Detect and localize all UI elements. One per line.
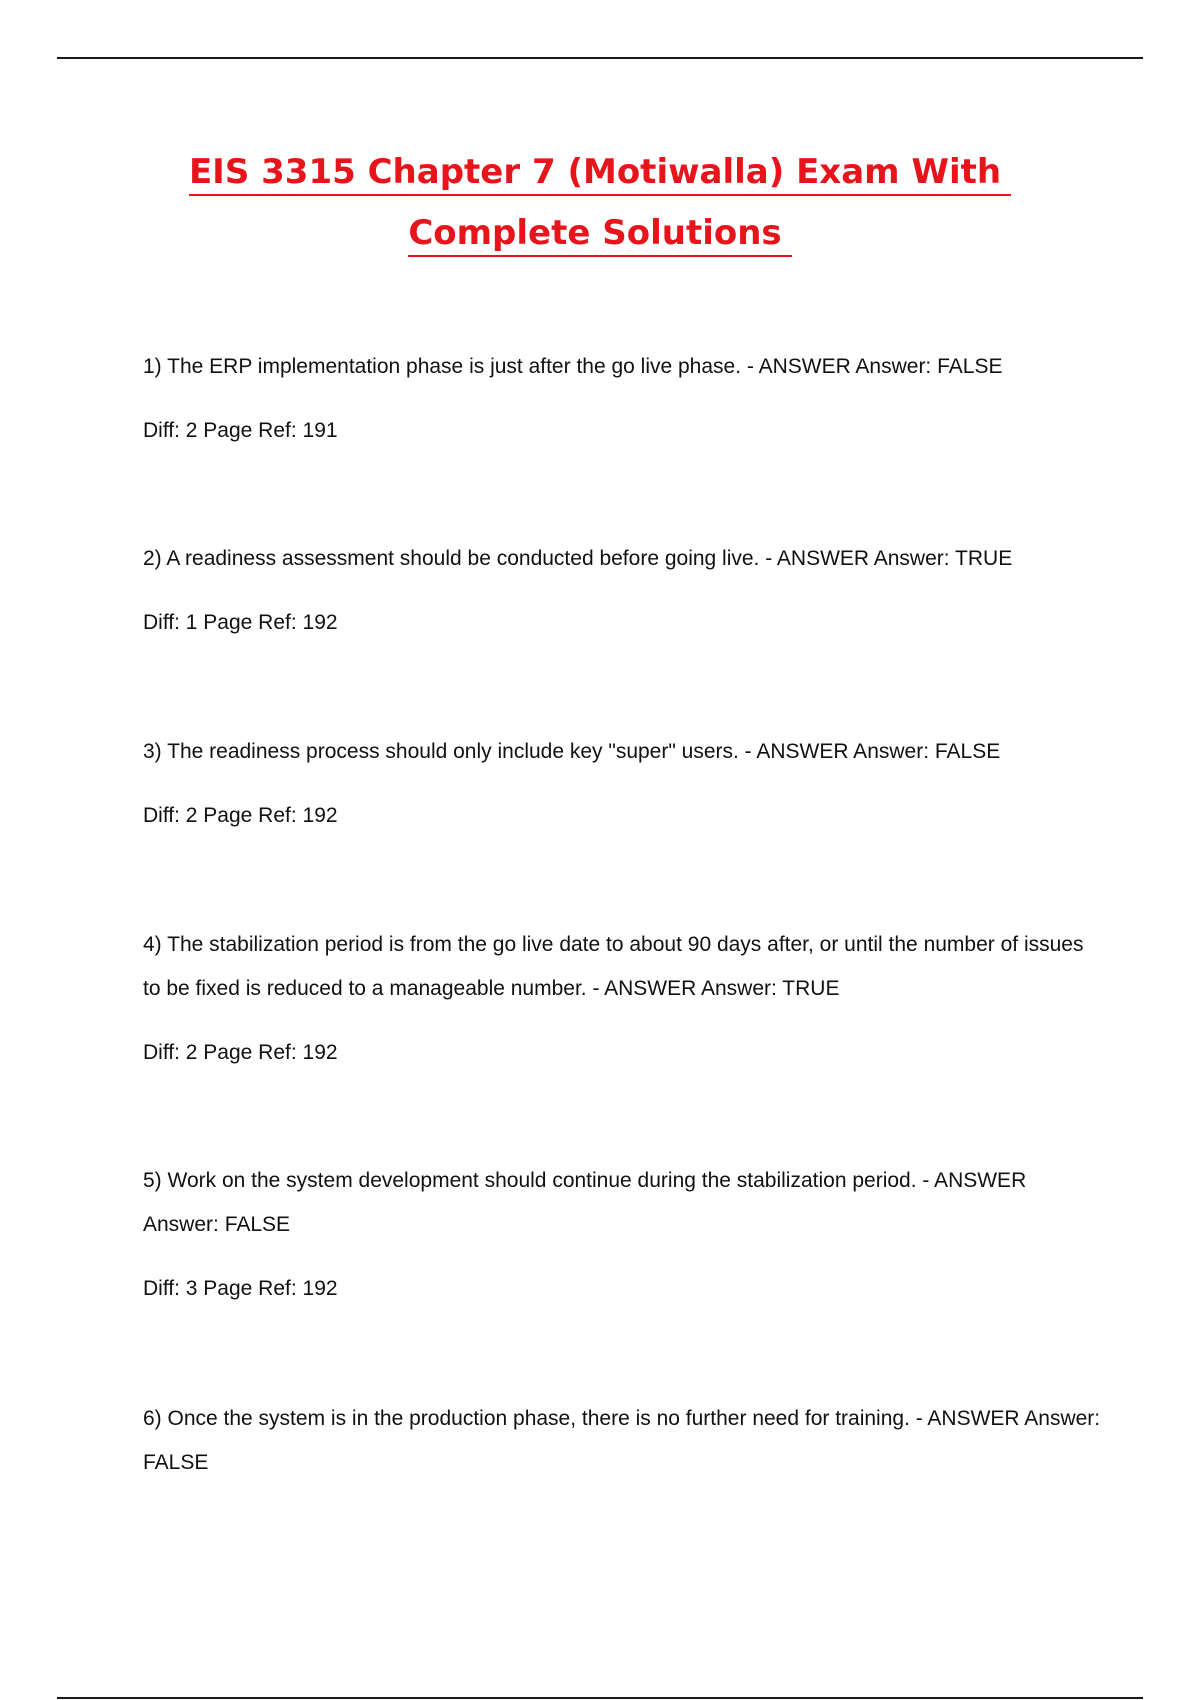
question-text: 4) The stabilization period is from the go live date to about 90 days after, or until the number of issues to be fixed is reduced to a manageable number. - ANSWER Answer: TRUE [143, 933, 1084, 1000]
question-text: 6) Once the system is in the production phase, there is no further need for training. - ANSWER Answer: FALSE [143, 1407, 1101, 1474]
question-text: 5) Work on the system development should continue during the stabilization period. - ANSWER Answer: FALSE [143, 1169, 1027, 1236]
title-line-1: EIS 3315 Chapter 7 (Motiwalla) Exam With [189, 150, 1011, 196]
question-text: 3) The readiness process should only include key "super" users. - ANSWER Answer: FALSE [143, 740, 1001, 763]
question-meta: Diff: 2 Page Ref: 191 [143, 419, 338, 442]
title-line-2: Complete Solutions [408, 211, 791, 257]
question-1 [143, 345, 1103, 453]
question-3 [143, 730, 1103, 838]
question-meta: Diff: 1 Page Ref: 192 [143, 611, 338, 634]
top-rule [57, 57, 1143, 59]
question-5 [143, 1159, 1103, 1311]
question-2 [143, 537, 1103, 645]
bottom-rule [57, 1697, 1143, 1699]
question-text: 1) The ERP implementation phase is just after the go live phase. - ANSWER Answer: FALSE [143, 355, 1003, 378]
question-6 [143, 1397, 1103, 1485]
document-title [0, 142, 1200, 264]
question-4 [143, 923, 1103, 1075]
question-meta: Diff: 2 Page Ref: 192 [143, 1041, 338, 1064]
question-meta: Diff: 3 Page Ref: 192 [143, 1277, 338, 1300]
question-text: 2) A readiness assessment should be conducted before going live. - ANSWER Answer: TRUE [143, 547, 1013, 570]
question-meta: Diff: 2 Page Ref: 192 [143, 804, 338, 827]
